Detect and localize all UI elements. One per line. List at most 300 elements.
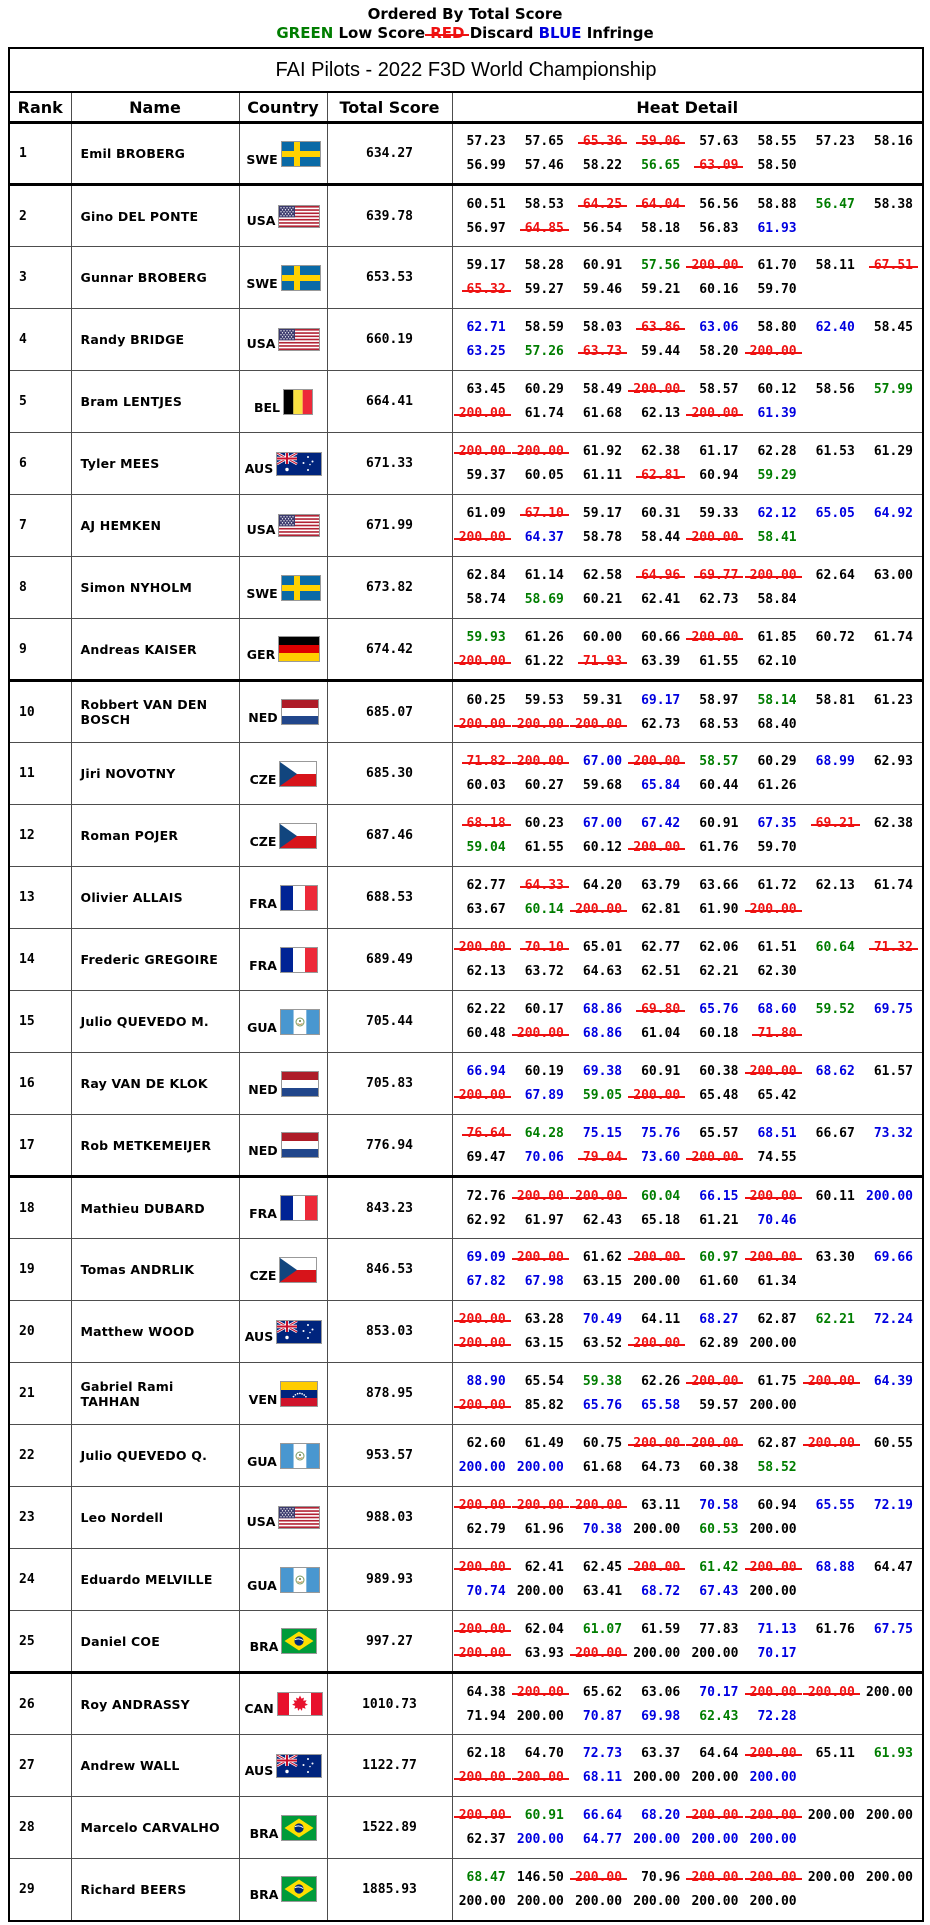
heat-score: 60.21 [582, 592, 623, 607]
total-score: 1885.93 [327, 1859, 452, 1921]
heat-score: 200.00 [516, 1584, 564, 1599]
heat-score: 73.32 [873, 1125, 913, 1141]
pilot-name: Andreas KAISER [71, 619, 239, 681]
column-header-name: Name [71, 92, 239, 123]
country-cell [239, 1053, 327, 1115]
pilot-name: Tyler MEES [71, 433, 239, 495]
rank-cell: 2 [9, 185, 71, 247]
heat-score: 74.55 [757, 1149, 797, 1165]
pilot-name: Julio QUEVEDO Q. [71, 1425, 239, 1487]
heat-score: 63.86 [641, 320, 681, 335]
heat-score: 70.58 [699, 1498, 739, 1513]
heat-score: 65.84 [641, 778, 681, 793]
heat-score: 62.45 [582, 1560, 623, 1575]
table-row [9, 681, 923, 743]
total-score: 653.53 [327, 247, 452, 309]
heat-score [862, 1149, 920, 1166]
heat-score: 200.00 [633, 840, 681, 855]
heat-score: 200.00 [458, 940, 506, 955]
heat-score: 62.73 [641, 716, 681, 732]
heat-score [804, 1212, 862, 1229]
heat-line-1 [455, 1869, 921, 1886]
heat-detail-cell [452, 1425, 923, 1487]
table-row [9, 743, 923, 805]
heat-score [804, 777, 862, 794]
heat-score: 64.63 [582, 964, 623, 979]
pilot-name: Eduardo MELVILLE [71, 1549, 239, 1611]
heat-score: 68.99 [815, 754, 855, 769]
heat-score: 61.72 [757, 878, 797, 893]
heat-line-1 [455, 1125, 921, 1142]
heat-score: 200.00 [866, 1188, 913, 1204]
country-cell [239, 1487, 327, 1549]
heat-score: 68.62 [815, 1064, 855, 1079]
heat-line-1 [455, 753, 921, 770]
table-row [9, 371, 923, 433]
heat-score: 61.90 [699, 902, 739, 917]
pilot-name: Robbert VAN DEN BOSCH [71, 681, 239, 743]
heat-score: 63.79 [641, 878, 681, 893]
cze-flag-icon [280, 824, 316, 848]
heat-score: 200.00 [516, 1708, 564, 1724]
heat-score: 200.00 [575, 1188, 623, 1204]
heat-score: 64.64 [699, 1746, 739, 1761]
heat-score: 60.72 [815, 629, 855, 645]
heat-score: 200.00 [458, 1560, 506, 1575]
heat-line-2 [455, 1273, 921, 1290]
heat-score: 59.17 [582, 506, 623, 521]
heat-score: 64.33 [524, 878, 564, 893]
heat-line-2 [455, 1212, 921, 1229]
heat-score [804, 901, 862, 918]
country-code: BRA [249, 1825, 279, 1841]
table-row [9, 1115, 923, 1177]
heat-line-1 [455, 505, 921, 522]
heat-score: 59.57 [699, 1398, 739, 1413]
bra-flag-icon [282, 1816, 316, 1840]
heat-score: 63.41 [582, 1584, 623, 1599]
heat-score: 69.09 [466, 1250, 506, 1265]
country-cell [239, 1301, 327, 1363]
legend-red-label: RED [430, 24, 465, 42]
heat-score: 72.19 [873, 1498, 913, 1513]
heat-score: 61.68 [582, 1460, 623, 1475]
heat-score: 200.00 [691, 1770, 739, 1785]
heat-score: 61.59 [641, 1621, 681, 1637]
country-cell [239, 433, 327, 495]
country-cell [239, 495, 327, 557]
heat-score: 60.94 [699, 468, 739, 483]
heat-score: 67.10 [524, 506, 564, 521]
country-code: AUS [244, 1328, 274, 1344]
table-row [9, 1735, 923, 1797]
heat-score: 61.53 [815, 444, 855, 459]
heat-score: 58.84 [757, 592, 797, 607]
total-score: 671.33 [327, 433, 452, 495]
heat-score: 61.76 [699, 840, 739, 855]
rank-cell: 11 [9, 743, 71, 805]
heat-score: 60.91 [524, 1808, 564, 1823]
heat-score: 70.17 [699, 1684, 739, 1700]
heat-score: 62.38 [641, 444, 681, 459]
table-row [9, 309, 923, 371]
heat-detail-cell [452, 1301, 923, 1363]
heat-score: 58.50 [757, 158, 797, 173]
legend-infringe-text: Infringe [581, 24, 654, 42]
rank-cell: 23 [9, 1487, 71, 1549]
pilot-name: AJ HEMKEN [71, 495, 239, 557]
country-code: FRA [249, 895, 277, 911]
heat-score: 58.55 [757, 134, 797, 149]
total-score: 664.41 [327, 371, 452, 433]
rank-cell: 21 [9, 1363, 71, 1425]
heat-score: 79.04 [582, 1149, 623, 1165]
heat-score [862, 716, 920, 733]
heat-line-2 [455, 529, 921, 546]
heat-line-2 [455, 901, 921, 918]
heat-score: 57.56 [641, 258, 681, 273]
heat-detail-cell [452, 185, 923, 247]
fra-flag-icon [281, 948, 317, 972]
swe-flag-icon [282, 142, 320, 166]
heat-score: 200.00 [691, 1893, 739, 1909]
table-row [9, 433, 923, 495]
total-score: 776.94 [327, 1115, 452, 1177]
heat-score: 60.38 [699, 1460, 739, 1475]
heat-detail-cell [452, 929, 923, 991]
heat-score: 70.46 [757, 1212, 797, 1228]
heat-score: 72.24 [873, 1312, 913, 1327]
heat-score: 200.00 [866, 1684, 913, 1700]
heat-score: 56.99 [466, 158, 506, 173]
ven-flag-icon [281, 1382, 317, 1406]
heat-score [804, 467, 862, 484]
heat-score: 75.76 [641, 1125, 681, 1141]
heat-score: 61.29 [873, 444, 913, 459]
country-code: GER [246, 647, 276, 662]
heat-score: 62.13 [815, 878, 855, 893]
results-body [9, 123, 923, 1921]
heat-score: 62.58 [582, 568, 623, 583]
heat-score: 63.93 [524, 1645, 564, 1661]
heat-score: 62.04 [524, 1621, 564, 1637]
country-code: BRA [249, 1887, 279, 1903]
total-score: 685.07 [327, 681, 452, 743]
heat-score [804, 716, 862, 733]
country-code: SWE [246, 151, 278, 167]
legend-discard-text: Discard [464, 24, 539, 42]
table-row [9, 1177, 923, 1239]
heat-score: 200.00 [749, 1250, 797, 1265]
heat-line-2 [455, 777, 921, 794]
rank-cell: 13 [9, 867, 71, 929]
rank-cell: 8 [9, 557, 71, 619]
heat-line-2 [455, 1583, 921, 1600]
ned-flag-icon [282, 700, 318, 724]
ger-flag-icon [279, 637, 319, 661]
heat-score: 64.96 [641, 568, 681, 583]
heat-score: 62.92 [466, 1212, 506, 1228]
heat-score: 200.00 [749, 1336, 797, 1351]
heat-score: 68.51 [757, 1125, 797, 1141]
total-score: 1010.73 [327, 1673, 452, 1735]
heat-score: 67.75 [873, 1621, 913, 1637]
heat-score: 200.00 [807, 1684, 855, 1700]
heat-score: 58.22 [582, 158, 623, 173]
pilot-name: Roman POJER [71, 805, 239, 867]
pilot-name: Matthew WOOD [71, 1301, 239, 1363]
heat-score [862, 901, 920, 918]
heat-score: 200.00 [807, 1374, 855, 1389]
heat-score: 61.93 [873, 1746, 913, 1761]
heat-score: 57.65 [524, 134, 564, 149]
heat-score [862, 1459, 920, 1476]
heat-score: 61.55 [524, 840, 564, 855]
heat-score: 200.00 [633, 1250, 681, 1265]
heat-score: 63.73 [582, 344, 623, 359]
heat-score: 56.83 [699, 220, 739, 236]
heat-score: 65.58 [641, 1398, 681, 1413]
heat-score: 65.42 [757, 1088, 797, 1103]
heat-score [804, 1831, 862, 1848]
table-row [9, 1053, 923, 1115]
heat-score [804, 405, 862, 422]
total-score: 997.27 [327, 1611, 452, 1673]
heat-line-2 [455, 343, 921, 360]
heat-score: 200.00 [633, 1274, 681, 1289]
pilot-name: Julio QUEVEDO M. [71, 991, 239, 1053]
heat-score: 200.00 [633, 1832, 681, 1847]
heat-score: 61.04 [641, 1026, 681, 1041]
ned-flag-icon [282, 1072, 318, 1096]
heat-score: 61.39 [757, 406, 797, 421]
heat-score [862, 1025, 920, 1042]
gua-flag-icon [281, 1010, 319, 1034]
heat-score [862, 1893, 920, 1910]
heat-score: 61.26 [757, 778, 797, 793]
heat-score: 59.44 [641, 344, 681, 359]
heat-score: 60.05 [524, 468, 564, 483]
country-code: FRA [249, 1206, 277, 1221]
heat-score: 59.05 [582, 1088, 623, 1103]
country-code: BRA [249, 1639, 279, 1654]
heat-score: 200.00 [691, 1436, 739, 1451]
pilot-name: Jiri NOVOTNY [71, 743, 239, 805]
heat-score [862, 777, 920, 794]
heat-score: 67.42 [641, 816, 681, 831]
column-header-country: Country [239, 92, 327, 123]
heat-score: 70.10 [524, 940, 564, 955]
country-cell [239, 123, 327, 185]
heat-score [804, 1397, 862, 1414]
heat-score: 60.94 [757, 1498, 797, 1513]
heat-score: 59.68 [582, 778, 623, 793]
total-score: 705.83 [327, 1053, 452, 1115]
heat-score: 59.38 [582, 1374, 623, 1389]
heat-score: 200.00 [516, 1893, 564, 1909]
heat-score: 56.56 [699, 196, 739, 212]
table-row [9, 247, 923, 309]
heat-score: 62.30 [757, 964, 797, 979]
aus-flag-icon [277, 1755, 321, 1777]
heat-score: 200.00 [691, 629, 739, 645]
table-row [9, 1301, 923, 1363]
rank-cell: 25 [9, 1611, 71, 1673]
total-score: 1522.89 [327, 1797, 452, 1859]
table-row [9, 619, 923, 681]
heat-score: 68.20 [641, 1808, 681, 1823]
heat-score: 60.91 [699, 816, 739, 831]
total-score: 705.44 [327, 991, 452, 1053]
heat-score: 200.00 [633, 1436, 681, 1451]
country-code: CAN [244, 1701, 274, 1716]
heat-score: 61.97 [524, 1212, 564, 1228]
heat-score: 62.93 [873, 754, 913, 769]
heat-detail-cell [452, 1859, 923, 1921]
heat-line-2 [455, 1769, 921, 1786]
heat-line-1 [455, 1188, 921, 1205]
table-row [9, 1673, 923, 1735]
heat-score: 60.00 [582, 629, 623, 645]
rank-cell: 17 [9, 1115, 71, 1177]
heat-score: 70.74 [466, 1584, 506, 1599]
rank-cell: 28 [9, 1797, 71, 1859]
heat-score: 200.00 [458, 1088, 506, 1103]
heat-detail-cell [452, 805, 923, 867]
heat-score: 64.85 [524, 220, 564, 236]
rank-cell: 15 [9, 991, 71, 1053]
heat-score: 63.39 [641, 653, 681, 669]
heat-score: 200.00 [633, 1088, 681, 1103]
heat-score: 65.57 [699, 1125, 739, 1141]
heat-detail-cell [452, 743, 923, 805]
heat-score: 58.69 [524, 592, 564, 607]
heat-score: 200.00 [458, 1460, 506, 1475]
heat-line-2 [455, 653, 921, 670]
heat-score: 68.40 [757, 716, 797, 732]
heat-score [804, 281, 862, 298]
heat-score: 59.37 [466, 468, 506, 483]
heat-line-2 [455, 1459, 921, 1476]
rank-cell: 29 [9, 1859, 71, 1921]
heat-score: 62.60 [466, 1436, 506, 1451]
heat-score: 59.33 [699, 506, 739, 521]
rank-cell: 18 [9, 1177, 71, 1239]
heat-score: 200.00 [633, 382, 681, 397]
heat-score: 200.00 [691, 1645, 739, 1661]
heat-score [862, 1212, 920, 1229]
heat-score: 58.53 [524, 196, 564, 212]
heat-score: 68.60 [757, 1002, 797, 1017]
heat-score: 60.29 [524, 382, 564, 397]
bra-flag-icon [282, 1629, 316, 1653]
heat-score: 200.00 [749, 1064, 797, 1079]
heat-score: 62.51 [641, 964, 681, 979]
table-row [9, 1363, 923, 1425]
cze-flag-icon [280, 1258, 316, 1282]
heat-score: 60.55 [873, 1436, 913, 1451]
heat-score: 61.93 [757, 220, 797, 236]
pilot-name: Gunnar BROBERG [71, 247, 239, 309]
heat-score: 200.00 [458, 1893, 506, 1909]
total-score: 639.78 [327, 185, 452, 247]
rank-cell: 7 [9, 495, 71, 557]
rank-cell: 12 [9, 805, 71, 867]
heat-score: 64.92 [873, 506, 913, 521]
table-row [9, 1797, 923, 1859]
table-row [9, 805, 923, 867]
heat-score: 146.50 [516, 1869, 564, 1885]
heat-score: 58.38 [873, 196, 913, 212]
country-code: GUA [247, 1577, 277, 1593]
heat-score: 58.57 [699, 754, 739, 769]
heat-score: 61.74 [524, 406, 564, 421]
heat-score: 71.94 [466, 1708, 506, 1724]
heat-score: 62.06 [699, 940, 739, 955]
pilot-name: Mathieu DUBARD [71, 1177, 239, 1239]
heat-line-2 [455, 220, 921, 237]
heat-line-1 [455, 692, 921, 709]
heat-score [862, 653, 920, 670]
heat-line-1 [455, 1373, 921, 1390]
heat-score: 67.43 [699, 1584, 739, 1599]
heat-score: 68.47 [466, 1869, 506, 1885]
heat-score: 58.56 [815, 382, 855, 397]
heat-line-2 [455, 716, 921, 733]
pilot-name: Leo Nordell [71, 1487, 239, 1549]
gua-flag-icon [281, 1568, 319, 1592]
country-code: AUS [244, 460, 274, 476]
heat-score: 59.29 [757, 468, 797, 483]
rank-cell: 10 [9, 681, 71, 743]
heat-score [862, 467, 920, 484]
heat-score: 60.44 [699, 778, 739, 793]
heat-score: 62.77 [641, 940, 681, 955]
heat-score: 200.00 [458, 530, 506, 545]
heat-line-2 [455, 1025, 921, 1042]
country-code: CZE [249, 833, 277, 849]
heat-score: 60.25 [466, 692, 506, 708]
heat-score [804, 343, 862, 360]
heat-score: 200.00 [575, 1869, 623, 1885]
heat-score: 200.00 [575, 1645, 623, 1661]
table-row [9, 495, 923, 557]
heat-score [862, 1273, 920, 1290]
heat-score: 200.00 [749, 1770, 797, 1785]
heat-score: 58.49 [582, 382, 623, 397]
column-header-heat-detail: Heat Detail [452, 92, 923, 123]
heat-score: 71.80 [757, 1026, 797, 1041]
heat-score: 200.00 [691, 258, 739, 273]
heat-score: 58.14 [757, 692, 797, 708]
rank-cell: 16 [9, 1053, 71, 1115]
heat-detail-cell [452, 991, 923, 1053]
heat-score: 200.00 [575, 716, 623, 732]
heat-score: 62.81 [641, 468, 681, 483]
heat-score: 200.00 [458, 1645, 506, 1661]
heat-score: 66.64 [582, 1808, 623, 1823]
heat-score [804, 839, 862, 856]
country-code: NED [248, 1143, 278, 1158]
heat-line-1 [455, 133, 921, 150]
heat-score: 65.05 [815, 506, 855, 521]
heat-score: 62.87 [757, 1312, 797, 1327]
heat-score: 200.00 [691, 1832, 739, 1847]
country-cell [239, 1363, 327, 1425]
heat-score: 69.98 [641, 1708, 681, 1724]
heat-score: 65.01 [582, 940, 623, 955]
heat-score: 62.13 [466, 964, 506, 979]
